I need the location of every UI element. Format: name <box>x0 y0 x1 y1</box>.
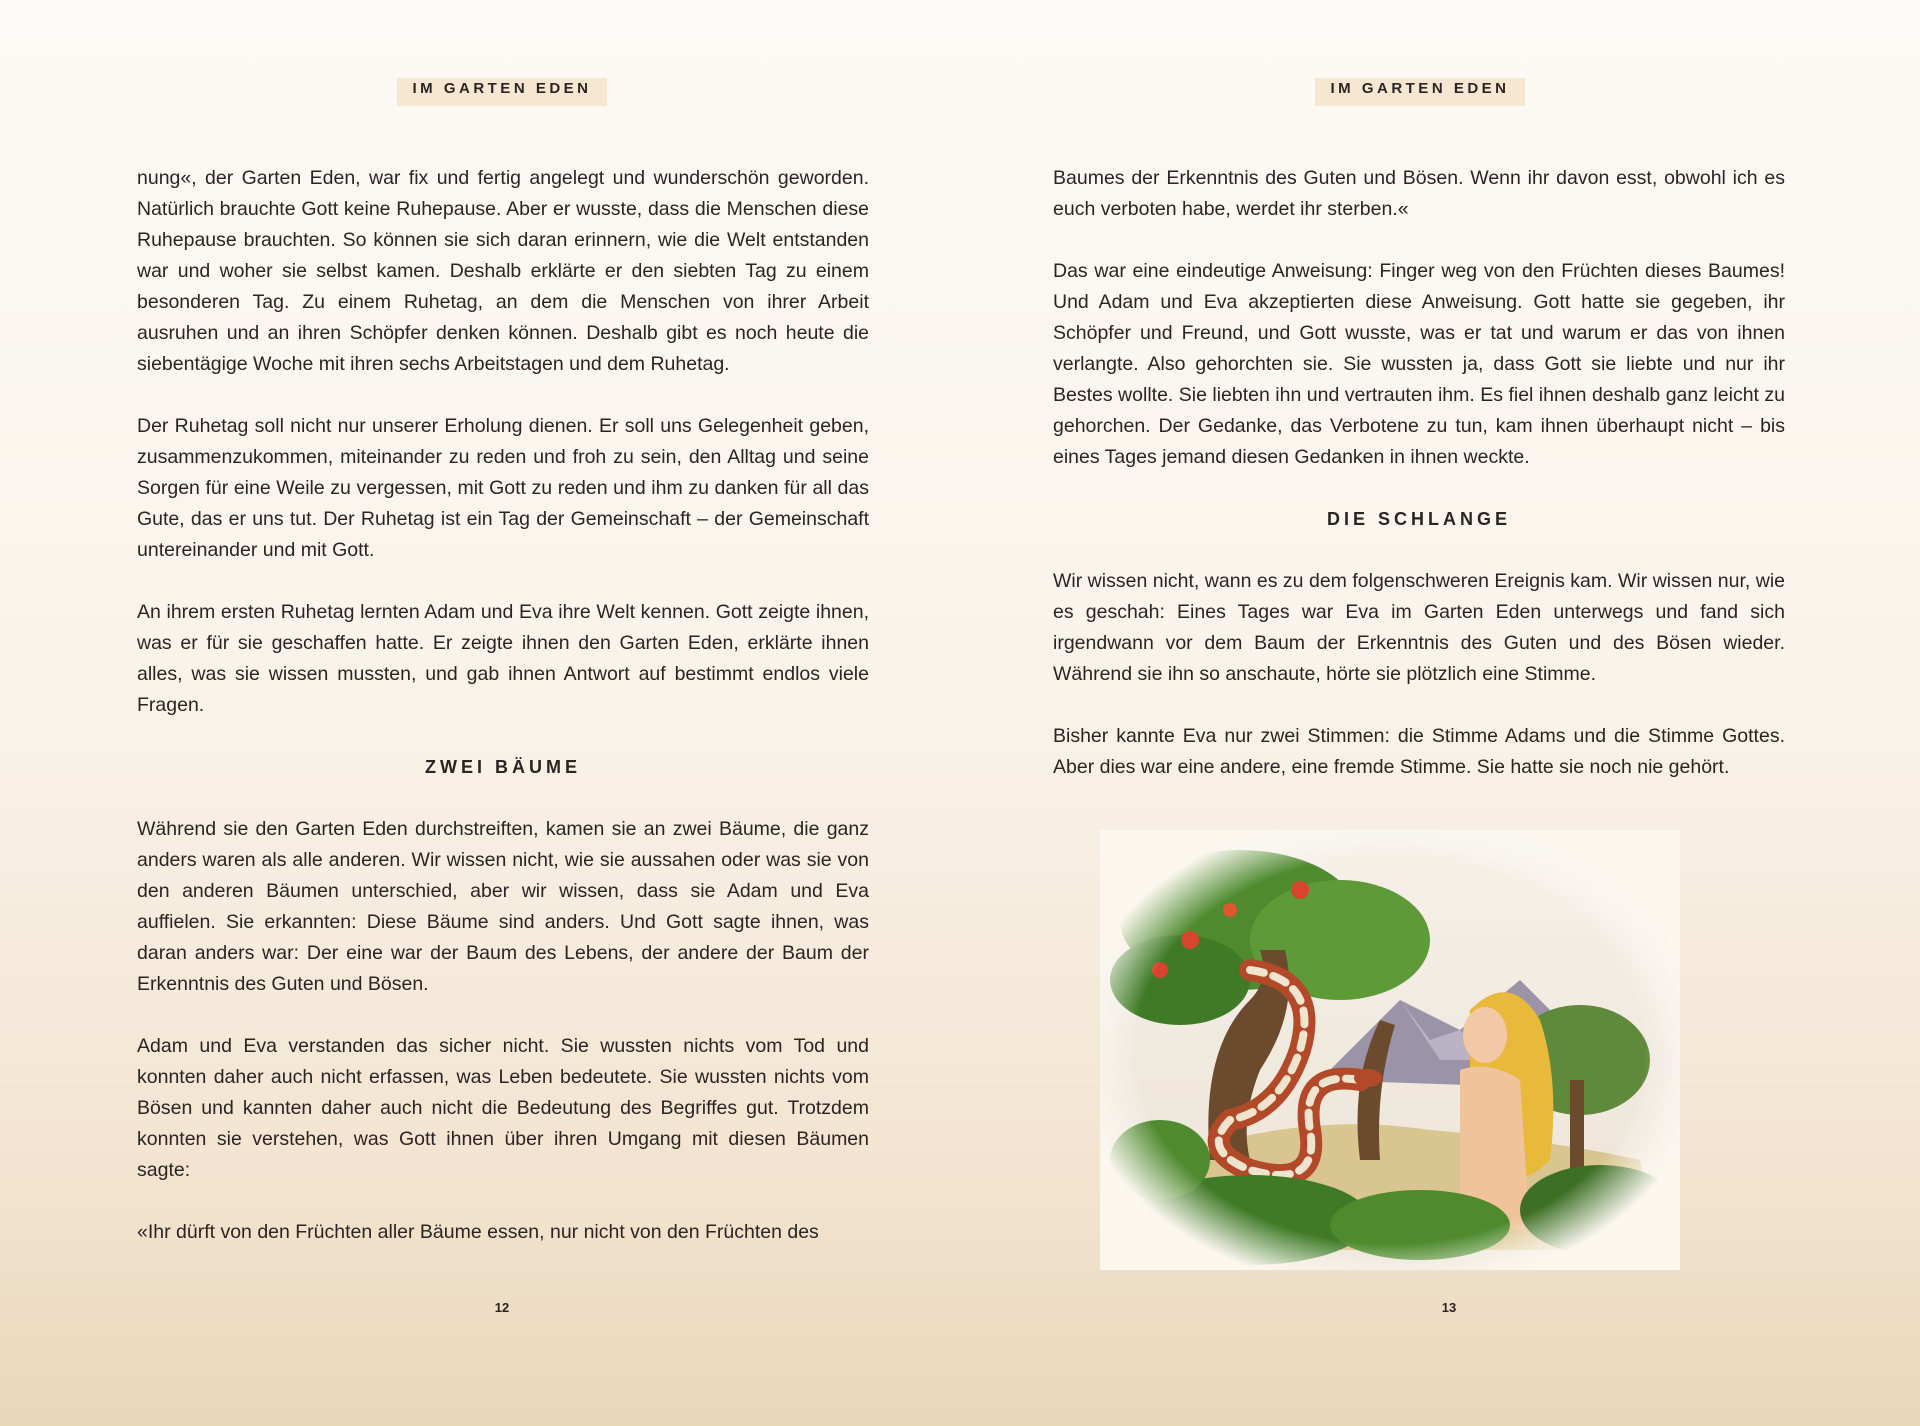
body-text <box>137 163 869 1248</box>
page-number: 13 <box>1441 1300 1457 1315</box>
running-head: IM GARTEN EDEN <box>397 78 607 106</box>
paragraph: nung«, der Garten Eden, war fix und fertig angelegt und wunderschön geworden. Natürlich brauchte Gott keine Ruhepause. Aber er wusste, dass die Menschen diese Ruhepause brauchten. So können sie sich daran erinnern, wie die Welt entstanden war und woher sie selbst kamen. Deshalb erklärte er den siebten Tag zu einem besonderen Tag. Zu einem Ruhetag, an dem die Menschen von ihrer Arbeit ausruhen und an ihren Schöpfer denken können. Deshalb gibt es noch heute die siebentägige Woche mit ihren sechs Arbeitstagen und dem Ruhetag. <box>137 167 869 375</box>
body-text <box>1053 163 1785 783</box>
page-number: 12 <box>494 1300 510 1315</box>
paragraph: Adam und Eva verstanden das sicher nicht. Sie wussten nichts vom Tod und konnten daher auch nicht erfassen, was Leben bedeutete. Sie wussten nichts vom Bösen und kannten daher auch nicht die Bedeutung des Begriffes gut. Trotzdem konnten sie verstehen, was Gott ihnen über ihren Umgang mit diesen Bäumen sagte: <box>137 1035 869 1181</box>
paragraph: «Ihr dürft von den Früchten aller Bäume essen, nur nicht von den Früchten des <box>137 1221 819 1243</box>
section-heading: DIE SCHLANGE <box>1326 509 1511 529</box>
paragraph: Wir wissen nicht, wann es zu dem folgenschweren Ereignis kam. Wir wissen nur, wie es geschah: Eines Tages war Eva im Garten Eden unterwegs und fand sich irgendwann vor dem Baum der Erkenntnis des Guten und des Bösen wieder. Während sie ihn so anschaute, hörte sie plötzlich eine Stimme. <box>1053 570 1785 685</box>
paragraph: Während sie den Garten Eden durchstreiften, kamen sie an zwei Bäume, die ganz anders waren als alle anderen. Wir wissen nicht, wie sie aussahen oder was sie von den anderen Bäumen unterschied, aber wir wissen, dass sie Adam und Eva auffielen. Sie erkannten: Diese Bäume sind anders. Und Gott sagte ihnen, was daran anders war: Der eine war der Baum des Lebens, der andere der Baum der Erkenntnis des Guten und Bösen. <box>137 818 869 995</box>
paragraph: Baumes der Erkenntnis des Guten und Bösen. Wenn ihr davon esst, obwohl ich es euch verboten habe, werdet ihr sterben.« <box>1053 167 1785 220</box>
paragraph: Das war eine eindeutige Anweisung: Finger weg von den Früchten dieses Baumes! Und Adam und Eva akzeptierten diese Anweisung. Gott hatte sie gegeben, ihr Schöpfer und Freund, und Gott wusste, was er tat und warum er das von ihnen verlangte. Also gehorchten sie. Sie wussten ja, dass Gott sie liebte und nur ihr Bestes wollte. Sie liebten ihn und vertrauten ihm. Es fiel ihnen deshalb ganz leicht zu gehorchen. Der Gedanke, das Verbotene zu tun, kam ihnen überhaupt nicht – bis eines Tages jemand diesen Gedanken in ihnen weckte. <box>1053 260 1785 468</box>
paragraph: An ihrem ersten Ruhetag lernten Adam und Eva ihre Welt kennen. Gott zeigte ihnen, was er für sie geschaffen hatte. Er zeigte ihnen den Garten Eden, erklärte ihnen alles, was sie wissen mussten, und gab ihnen Antwort auf bestimmt endlos viele Fragen. <box>137 601 869 716</box>
right-page <box>960 0 1920 1426</box>
paragraph: Bisher kannte Eva nur zwei Stimmen: die Stimme Adams und die Stimme Gottes. Aber dies war eine andere, eine fremde Stimme. Sie hatte sie noch nie gehört. <box>1053 725 1785 778</box>
running-head: IM GARTEN EDEN <box>1315 78 1525 106</box>
eden-illustration <box>1100 830 1680 1270</box>
paragraph: Der Ruhetag soll nicht nur unserer Erholung dienen. Er soll uns Gelegenheit geben, zusammenzukommen, miteinander zu reden und froh zu sein, den Alltag und seine Sorgen für eine Weile zu vergessen, mit Gott zu reden und ihm zu danken für all das Gute, das er uns tut. Der Ruhetag ist ein Tag der Gemeinschaft – der Gemeinschaft untereinander und mit Gott. <box>137 415 869 561</box>
section-heading: ZWEI BÄUME <box>425 757 581 777</box>
